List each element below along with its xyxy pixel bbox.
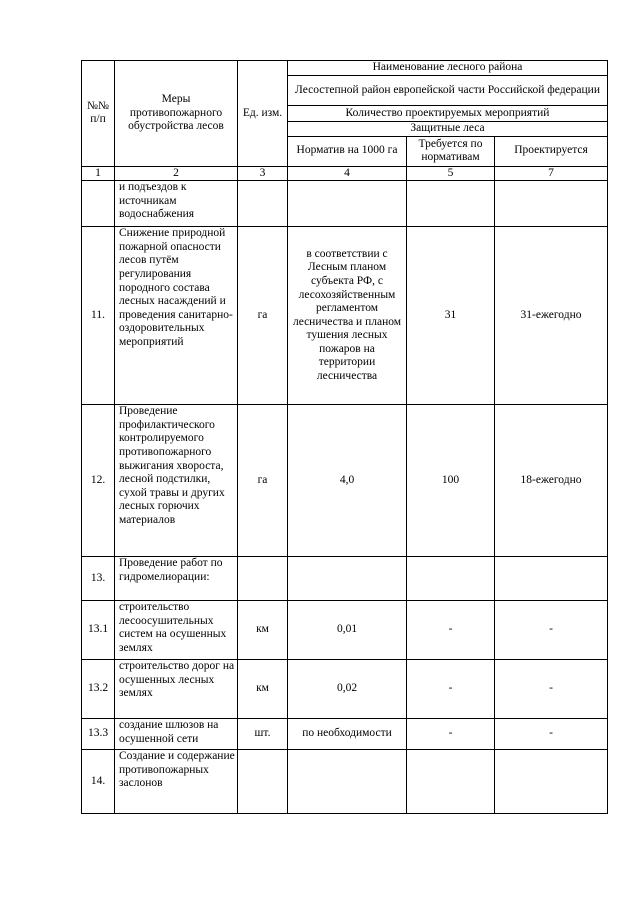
table-row: [82, 719, 608, 750]
row-norm: [288, 557, 407, 601]
column-number: 5: [407, 166, 495, 181]
row-num: 14.: [82, 750, 115, 814]
row-measure: Создание и содержание противопожарных заслонов: [115, 750, 238, 814]
row-measure: Проведение работ по гидромелиорации:: [115, 557, 238, 601]
row-required: -: [407, 660, 495, 719]
table-row: [82, 405, 608, 557]
row-num: 13.: [82, 557, 115, 601]
table-row: [82, 660, 608, 719]
row-norm: 0,01: [288, 601, 407, 660]
row-measure: создание шлюзов на осушенной сети: [115, 719, 238, 750]
row-projected: 18-ежегодно: [495, 405, 608, 557]
row-norm: в соответствии с Лесным планом субъекта РФ, с лесохозяйственным регламентом лесничества и планом тушения лесных пожаров на территории лесничества: [288, 227, 407, 405]
row-unit: га: [238, 405, 288, 557]
row-unit: км: [238, 660, 288, 719]
table-row: [82, 601, 608, 660]
row-measure: строительство лесоосушительных систем на осушенных землях: [115, 601, 238, 660]
row-projected: 31-ежегодно: [495, 227, 608, 405]
row-num: 13.3: [82, 719, 115, 750]
table-row: [82, 750, 608, 814]
row-unit: [238, 557, 288, 601]
row-projected: [495, 181, 608, 227]
header-unit: Ед. изм.: [238, 61, 288, 167]
column-number: 3: [238, 166, 288, 181]
table-row: [82, 181, 608, 227]
row-measure: Проведение профилактического контролируемого противопожарного выжигания хвороста, лесной подстилки, сухой травы и других лесных горючих материалов: [115, 405, 238, 557]
row-required: 31: [407, 227, 495, 405]
column-number: 7: [495, 166, 608, 181]
row-projected: [495, 750, 608, 814]
row-required: [407, 181, 495, 227]
row-num: 13.2: [82, 660, 115, 719]
row-num: 12.: [82, 405, 115, 557]
header-projected: Проектируется: [495, 136, 608, 166]
row-projected: -: [495, 660, 608, 719]
row-projected: [495, 557, 608, 601]
row-norm: [288, 181, 407, 227]
row-unit: шт.: [238, 719, 288, 750]
measures-table: [81, 60, 608, 814]
header-forest-district-title: Наименование лесного района: [288, 61, 608, 76]
row-required: [407, 750, 495, 814]
row-norm: [288, 750, 407, 814]
row-num: 13.1: [82, 601, 115, 660]
column-number: 4: [288, 166, 407, 181]
row-unit: [238, 181, 288, 227]
header-count-title: Количество проектируемых мероприятий: [288, 106, 608, 122]
row-required: 100: [407, 405, 495, 557]
row-unit: км: [238, 601, 288, 660]
header-measures: Меры противопожарного обустройства лесов: [115, 61, 238, 167]
row-measure: Снижение природной пожарной опасности лесов путём регулирования породного состава лесных насаждений и проведения санитарно-оздоровительных мероприятий: [115, 227, 238, 405]
column-number: 2: [115, 166, 238, 181]
header-forest-district-name: Лесостепной район европейской части Российской федерации: [288, 76, 608, 106]
row-required: -: [407, 601, 495, 660]
row-projected: -: [495, 601, 608, 660]
header-forest-category: Защитные леса: [288, 122, 608, 137]
header-num: №№ п/п: [82, 61, 115, 167]
column-number: 1: [82, 166, 115, 181]
row-norm: по необходимости: [288, 719, 407, 750]
table-row: [82, 557, 608, 601]
row-measure: строительство дорог на осушенных лесных землях: [115, 660, 238, 719]
header-required: Требуется по нормативам: [407, 136, 495, 166]
row-required: -: [407, 719, 495, 750]
row-num: 11.: [82, 227, 115, 405]
row-unit: [238, 750, 288, 814]
header-norm: Норматив на 1000 га: [288, 136, 407, 166]
table-row: [82, 227, 608, 405]
row-required: [407, 557, 495, 601]
row-unit: га: [238, 227, 288, 405]
row-norm: 0,02: [288, 660, 407, 719]
row-measure: и подъездов к источникам водоснабжения: [115, 181, 238, 227]
row-projected: -: [495, 719, 608, 750]
row-norm: 4,0: [288, 405, 407, 557]
row-num: [82, 181, 115, 227]
